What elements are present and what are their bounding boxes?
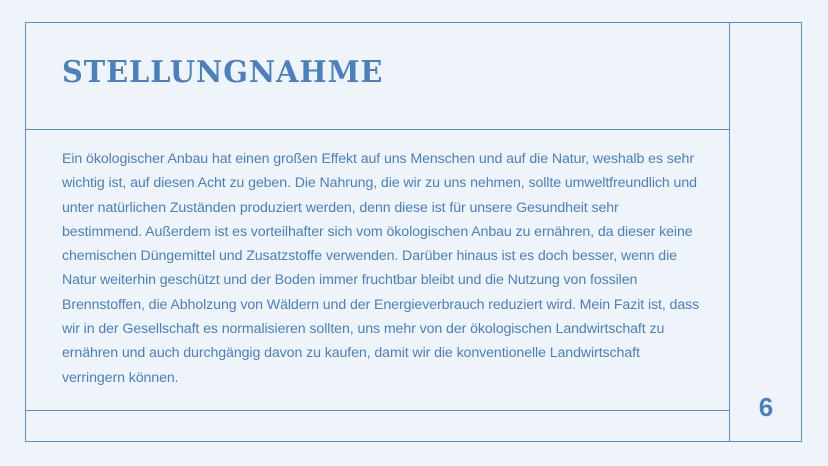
page-number: 6 xyxy=(758,392,774,422)
slide-title: STELLUNGNAHME xyxy=(62,55,384,90)
bottom-divider xyxy=(25,410,730,411)
title-divider xyxy=(25,129,730,130)
vertical-divider xyxy=(729,22,730,442)
slide-body-text: Ein ökologischer Anbau hat einen großen Effekt auf uns Menschen und auf die Natur, weshalb es sehr wichtig ist, auf diesen Acht zu geben. Die Nahrung, die wir zu uns nehmen, sollte umweltfreundlich und unter natürlichen Zuständen produziert werden, denn diese ist für unsere Gesundheit sehr bestimmend. Außerdem ist es vorteilhafter sich vom ökologischen Anbau zu ernähren, da dieser keine chemischen Düngemittel und Zusatzstoffe verwenden. Darüber hinaus ist es doch besser, wenn die Natur weiterhin geschützt und der Boden immer fruchtbar bleibt und die Nutzung von fossilen Brennstoffen, die Abholzung von Wäldern und der Energieverbrauch reduziert wird. Mein Fazit ist, dass wir in der Gesellschaft es normalisieren sollten, uns mehr von der ökologischen Landwirtschaft zu ernähren und auch durchgängig davon zu kaufen, damit wir die konventionelle Landwirtschaft verringern können. xyxy=(62,151,700,386)
